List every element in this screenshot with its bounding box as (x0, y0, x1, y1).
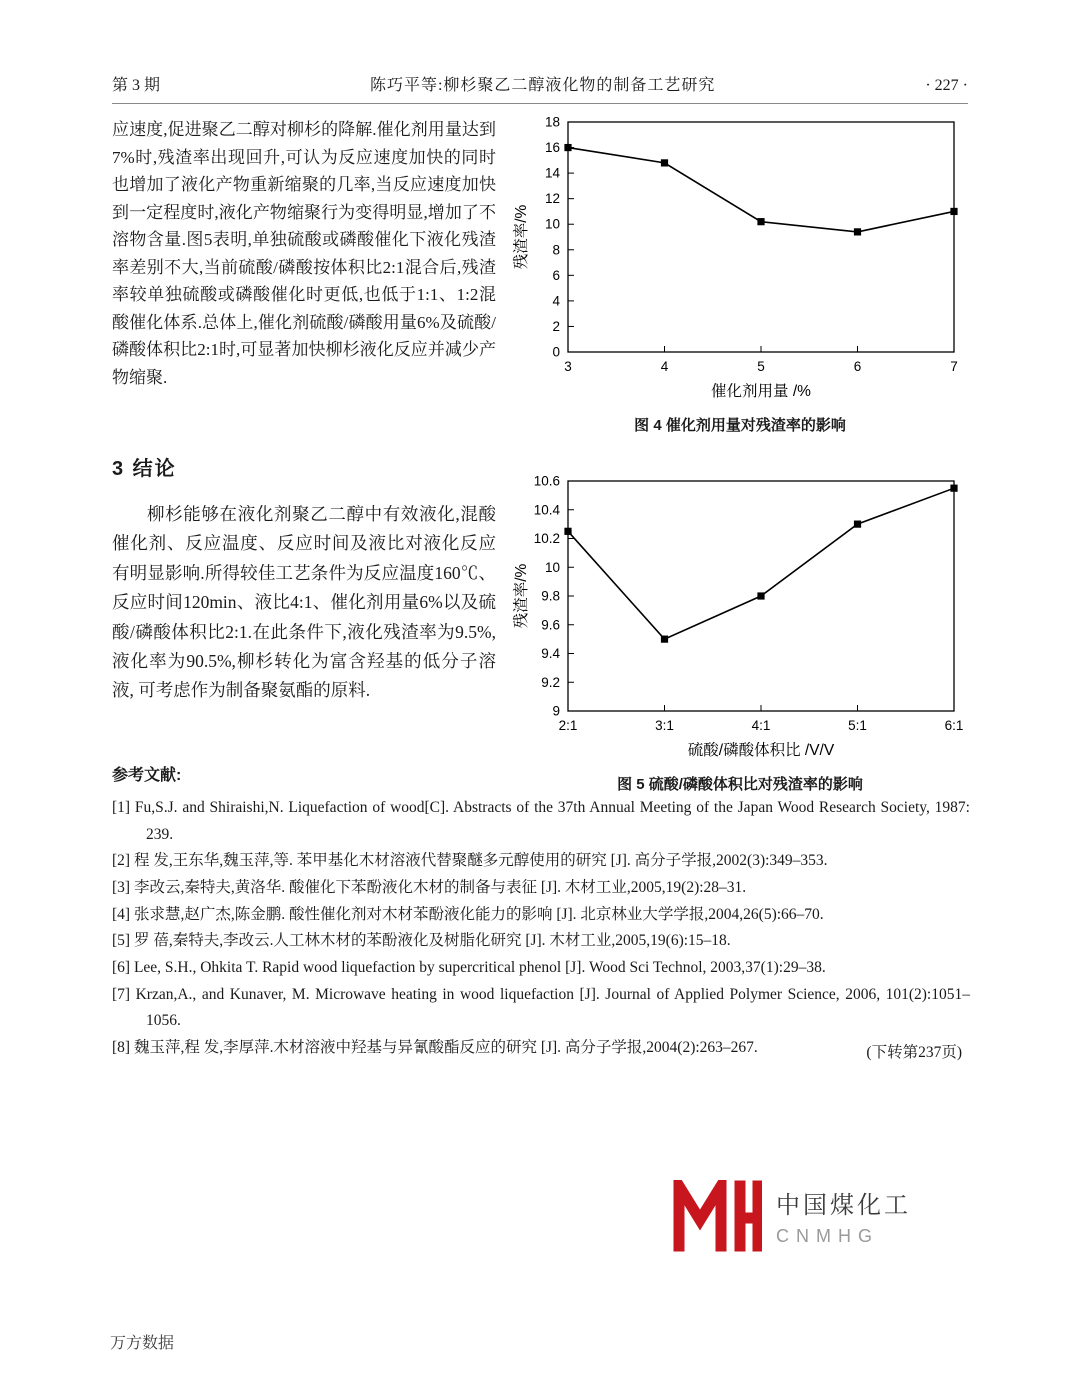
svg-text:残渣率/%: 残渣率/% (513, 204, 530, 270)
svg-text:12: 12 (544, 191, 560, 207)
references-section (112, 762, 970, 1062)
svg-text:4: 4 (660, 359, 669, 374)
figure-5-chart (510, 469, 970, 769)
svg-text:2:1: 2:1 (558, 718, 578, 733)
svg-text:14: 14 (544, 165, 560, 181)
svg-text:6:1: 6:1 (944, 718, 964, 733)
svg-text:催化剂用量 /%: 催化剂用量 /% (711, 383, 811, 400)
publisher-logo-text (776, 1185, 911, 1247)
cnmhg-logo-icon (672, 1180, 762, 1252)
page-number: · 227 · (925, 77, 968, 94)
svg-text:7: 7 (950, 359, 958, 374)
figure-5-caption: 图 5 硫酸/磷酸体积比对残渣率的影响 (617, 776, 863, 793)
svg-text:0: 0 (552, 344, 560, 360)
svg-text:18: 18 (544, 114, 560, 130)
svg-text:9.8: 9.8 (541, 588, 560, 604)
body-paragraph-1: 应速度,促进聚乙二醇对柳杉的降解.催化剂用量达到7%时,残渣率出现回升,可认为反应速度加快的同时也增加了液化产物重新缩聚的几率,当反应速度加快到一定程度时,液化产物缩聚行为变得明显,增加了不溶物含量.图5表明,单独硫酸或磷酸催化下液化残渣率差别不大,当前硫酸/磷酸按体积比2:1混合后,残渣率较单独硫酸或磷酸催化时更低,也低于1:1、1:2混酸催化体系.总体上,催化剂硫酸/磷酸用量6%及硫酸/磷酸体积比2:1时,可显著加快柳杉液化反应并减少产物缩聚. (112, 120, 496, 387)
conclusion-paragraph: 柳杉能够在液化剂聚乙二醇中有效液化,混酸催化剂、反应温度、反应时间及液比对液化反应有明显影响.所得较佳工艺条件为反应温度160℃、反应时间120min、液比4:1、催化剂用量6%以及硫酸/磷酸体积比2:1.在此条件下,液化残渣率为9.5%,液化率为90.5%,柳杉转化为富含羟基的低分子溶液, 可考虑作为制备聚氨酯的原料. (112, 504, 496, 701)
svg-text:6: 6 (853, 359, 862, 374)
svg-text:10.6: 10.6 (533, 473, 560, 489)
figure-4 (510, 110, 970, 435)
wanfang-watermark: 万方数据 (110, 1335, 175, 1352)
journal-issue: 第 3 期 (112, 77, 161, 94)
publisher-name-cn: 中国煤化工 (776, 1192, 911, 1219)
svg-text:3:1: 3:1 (655, 718, 674, 733)
references-heading: 参考文献: (112, 767, 182, 784)
svg-text:5: 5 (757, 359, 765, 374)
svg-text:6: 6 (552, 267, 560, 283)
svg-text:2: 2 (552, 318, 560, 334)
figure-5 (510, 469, 970, 794)
svg-text:10.4: 10.4 (533, 502, 560, 518)
svg-text:硫酸/磷酸体积比 /V/V: 硫酸/磷酸体积比 /V/V (687, 742, 835, 759)
svg-text:残渣率/%: 残渣率/% (513, 563, 530, 629)
svg-text:4: 4 (552, 293, 560, 309)
svg-text:3: 3 (564, 359, 572, 374)
reference-item: [6] Lee, S.H., Ohkita T. Rapid wood liquefaction by supercritical phenol [J]. Wood Sci Technol, 2003,37(1):29–38. (112, 958, 826, 976)
svg-text:8: 8 (552, 242, 560, 258)
continued-on-page-note: (下转第237页) (866, 1044, 962, 1061)
figure-4-caption: 图 4 催化剂用量对残渣率的影响 (634, 417, 846, 434)
running-title: 陈巧平等:柳杉聚乙二醇液化物的制备工艺研究 (369, 77, 716, 94)
figures-column (510, 110, 970, 794)
svg-text:10: 10 (544, 216, 560, 232)
section-heading-conclusion: 3 结论 (112, 458, 177, 480)
reference-item: [4] 张求慧,赵广杰,陈金鹏. 酸性催化剂对木材苯酚液化能力的影响 [J]. 北京林业大学学报,2004,26(5):66–70. (112, 905, 824, 923)
svg-text:10.2: 10.2 (533, 531, 560, 546)
svg-text:4:1: 4:1 (751, 718, 771, 733)
svg-text:9.2: 9.2 (541, 674, 560, 690)
reference-item: [7] Krzan,A., and Kunaver, M. Microwave heating in wood liquefaction [J]. Journal of Applied Polymer Science, 2006, 101(2):1051–1056. (112, 985, 970, 1030)
figure-4-chart (510, 110, 970, 410)
page-header (112, 72, 968, 104)
publisher-name-en: CNMHG (776, 1226, 879, 1246)
reference-item: [2] 程 发,王东华,魏玉萍,等. 苯甲基化木材溶液代替聚醚多元醇使用的研究 [J]. 高分子学报,2002(3):349–353. (112, 852, 828, 870)
reference-item: [5] 罗 蓓,秦特夫,李改云.人工林木材的苯酚液化及树脂化研究 [J]. 木材工业,2005,19(6):15–18. (112, 932, 731, 950)
reference-item: [8] 魏玉萍,程 发,李厚萍.木材溶液中羟基与异氰酸酯反应的研究 [J]. 高分子学报,2004(2):263–267. (112, 1038, 758, 1056)
reference-item: [1] Fu,S.J. and Shiraishi,N. Liquefaction of wood[C]. Abstracts of the 37th Annual Meeting of the Japan Wood Research Society, 1987: 239. (112, 799, 970, 843)
reference-item: [3] 李改云,秦特夫,黄洛华. 酸催化下苯酚液化木材的制备与表征 [J]. 木材工业,2005,19(2):28–31. (112, 878, 747, 896)
references-list (112, 795, 970, 1062)
svg-text:9: 9 (552, 703, 560, 719)
svg-text:16: 16 (544, 140, 560, 156)
svg-text:10: 10 (544, 559, 560, 575)
svg-text:5:1: 5:1 (848, 718, 867, 733)
svg-text:9.6: 9.6 (541, 617, 560, 633)
svg-text:9.4: 9.4 (541, 646, 560, 661)
publisher-logo (672, 1180, 911, 1252)
